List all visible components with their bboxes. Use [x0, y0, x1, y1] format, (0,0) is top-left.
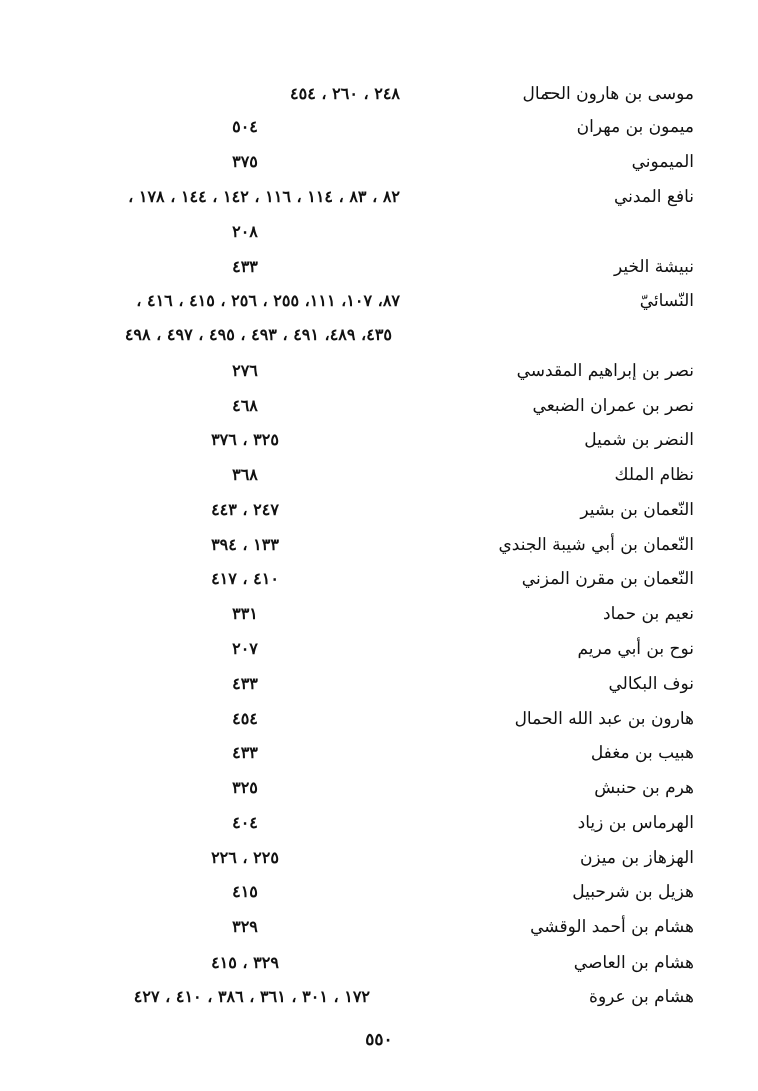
index-name: النضر بن شميل [584, 430, 694, 450]
index-name: نصر بن إبراهيم المقدسي [516, 361, 694, 381]
index-pages: ٣٣١ [232, 604, 258, 623]
index-pages: ٢٠٨ [232, 222, 258, 241]
index-name: هشام بن عروة [589, 987, 694, 1007]
index-name: نعيم بن حماد [603, 604, 694, 624]
index-name: هشام بن العاصي [573, 953, 694, 973]
index-pages: ٢٠٧ [232, 639, 258, 658]
index-pages: ٣٧٥ [232, 152, 258, 171]
index-row [0, 465, 758, 499]
index-row [0, 674, 758, 708]
index-name: هزيل بن شرحبيل [572, 882, 694, 902]
index-row [0, 325, 758, 359]
index-pages: ٣٢٩ ، ٤١٥ [211, 953, 279, 972]
index-pages: ٢٤٨ ، ٢٦٠ ، ٤٥٤ [290, 84, 400, 103]
index-name: نافع المدني [613, 187, 694, 207]
index-pages: ١٣٣ ، ٣٩٤ [211, 535, 279, 554]
index-row [0, 604, 758, 638]
index-name: النّعمان بن بشير [580, 500, 694, 520]
index-name: هرم بن حنبش [594, 778, 694, 798]
index-name: هبيب بن مغفل [590, 743, 694, 763]
index-name: النّسائيّ [639, 291, 694, 311]
index-row [0, 778, 758, 812]
index-pages: ٣٢٥ ، ٣٧٦ [211, 430, 279, 449]
index-row [0, 117, 758, 151]
index-row [0, 987, 758, 1021]
index-name: موسى بن هارون الحمال [522, 84, 694, 104]
index-row [0, 257, 758, 291]
index-pages: ٤٠٤ [232, 813, 258, 832]
index-pages: ١٧٢ ، ٣٠١ ، ٣٦١ ، ٣٨٦ ، ٤١٠ ، ٤٢٧ [133, 987, 370, 1006]
index-pages: ٤٥٤ [232, 709, 258, 728]
index-name: نوف البكالي [608, 674, 694, 694]
index-row [0, 291, 758, 325]
index-row [0, 569, 758, 603]
index-pages: ٣٢٩ [232, 917, 258, 936]
index-pages: ٤١٥ [232, 882, 258, 901]
index-name: ميمون بن مهران [576, 117, 694, 137]
index-row [0, 535, 758, 569]
index-pages: ٨٢ ، ٨٣ ، ١١٤ ، ١١٦ ، ١٤٢ ، ١٤٤ ، ١٧٨ ، [128, 187, 400, 206]
index-name: نوح بن أبي مريم [577, 639, 694, 659]
index-pages: ٢٧٦ [232, 361, 258, 380]
index-pages: ٢٤٧ ، ٤٤٣ [211, 500, 279, 519]
index-pages: ٤٦٨ [232, 396, 258, 415]
index-row [0, 639, 758, 673]
index-pages: ٣٦٨ [232, 465, 258, 484]
index-row [0, 222, 758, 256]
index-name: نظام الملك [614, 465, 694, 485]
index-row [0, 396, 758, 430]
index-row [0, 743, 758, 777]
index-row [0, 709, 758, 743]
index-pages: ٣٢٥ [232, 778, 258, 797]
index-name: نصر بن عمران الضبعي [532, 396, 694, 416]
index-name: الهزهاز بن ميزن [579, 848, 694, 868]
index-name: الميموني [631, 152, 694, 172]
index-row [0, 84, 758, 118]
index-row [0, 152, 758, 186]
index-name: نبيشة الخير [613, 257, 694, 277]
index-name: النّعمان بن أبي شيبة الجندي [498, 535, 694, 555]
index-pages: ٤٣٣ [232, 674, 258, 693]
index-name: الهرماس بن زياد [577, 813, 694, 833]
index-pages: ٤٣٣ [232, 257, 258, 276]
index-row [0, 882, 758, 916]
index-name: هارون بن عبد الله الحمال [514, 709, 694, 729]
index-row [0, 953, 758, 987]
index-row [0, 848, 758, 882]
index-pages: ٤٣٥، ٤٨٩، ٤٩١ ، ٤٩٣ ، ٤٩٥ ، ٤٩٧ ، ٤٩٨ [124, 325, 392, 344]
index-row [0, 813, 758, 847]
index-row [0, 187, 758, 221]
index-name: هشام بن أحمد الوقشي [530, 917, 694, 937]
index-pages: ٨٧، ١٠٧، ١١١، ٢٥٥ ، ٢٥٦ ، ٤١٥ ، ٤١٦ ، [136, 291, 400, 310]
index-row [0, 917, 758, 951]
index-row [0, 430, 758, 464]
index-pages: ٤١٠ ، ٤١٧ [211, 569, 279, 588]
index-pages: ٢٢٥ ، ٢٢٦ [211, 848, 279, 867]
index-pages: ٥٠٤ [232, 117, 258, 136]
index-row [0, 361, 758, 395]
index-name: النّعمان بن مقرن المزني [521, 569, 694, 589]
index-pages: ٤٣٣ [232, 743, 258, 762]
index-row [0, 500, 758, 534]
page-number: ٥٥٠ [365, 1030, 393, 1050]
